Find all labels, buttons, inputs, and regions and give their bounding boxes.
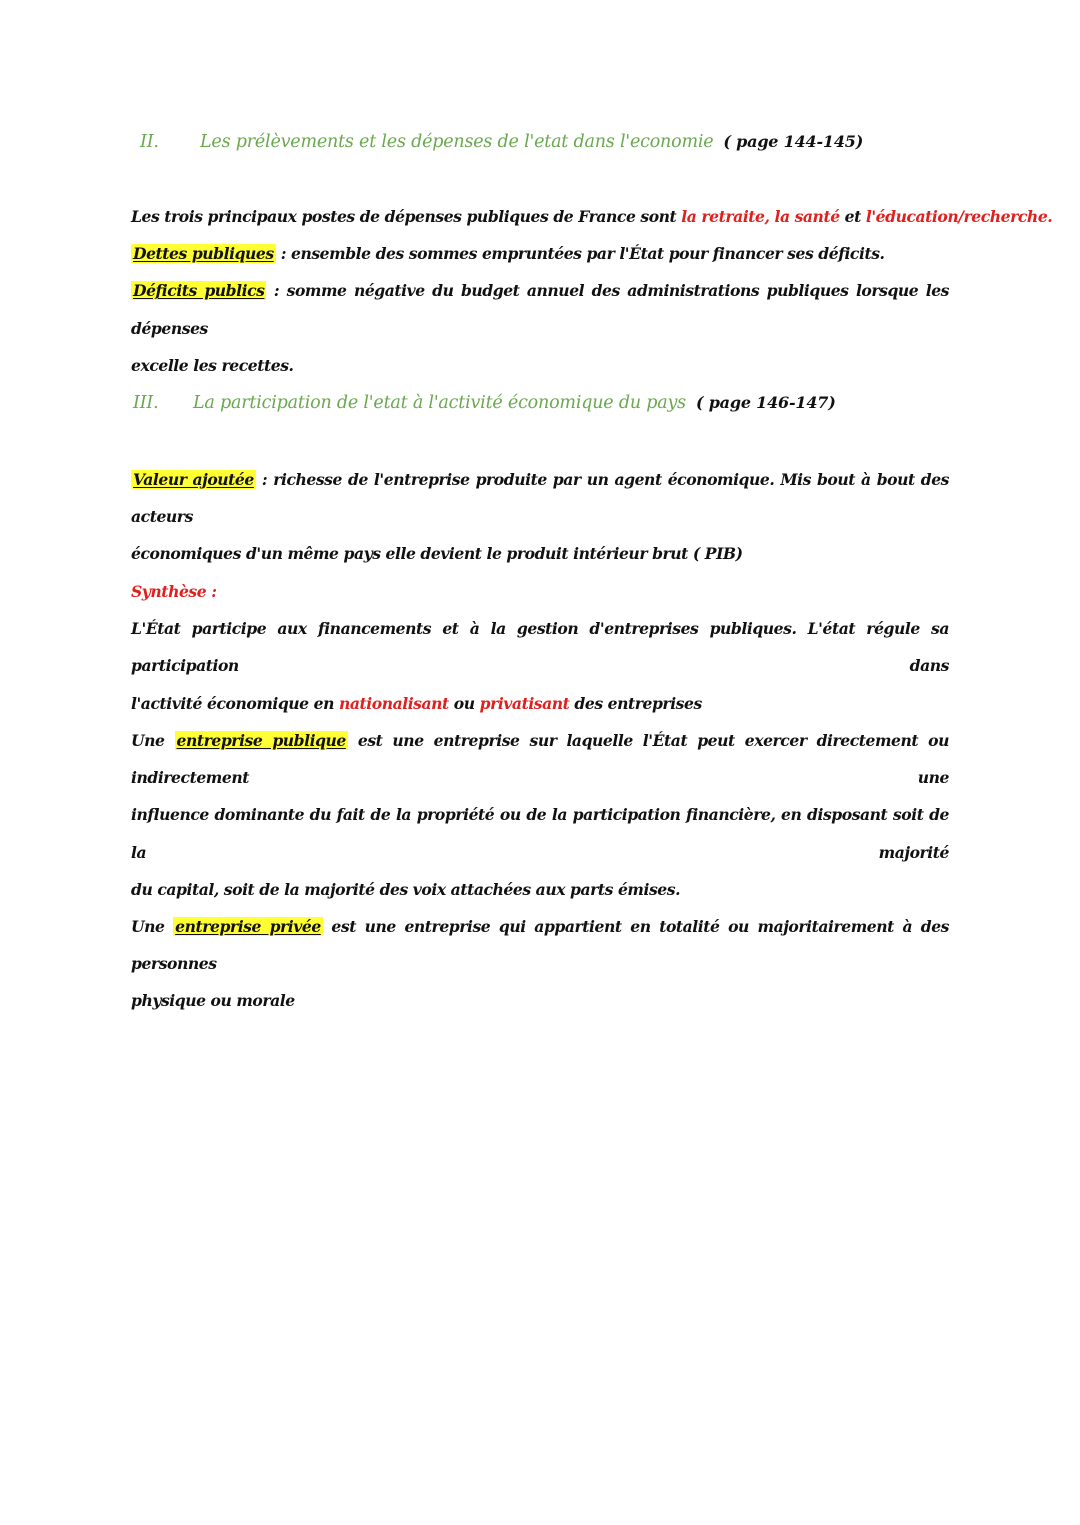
synthese-word-nationalisant: nationalisant bbox=[338, 693, 449, 713]
valeur-line-2: économiques d'un même pays elle devient le produit intérieur brut ( PIB) bbox=[131, 544, 743, 564]
dettes-definition: Dettes publiques : ensemble des sommes empruntées par l'État pour financer ses déficits. bbox=[133, 244, 885, 264]
synthese-word-privatisant: privatisant bbox=[479, 693, 570, 713]
synthese-line-1: L'État participe aux financements et à la gestion d'entreprises publiques. L'état régule sa participation dans bbox=[131, 619, 949, 676]
synthese-line-2: l'activité économique en nationalisant ou privatisant des entreprises bbox=[131, 693, 702, 713]
depenses-item-1: la retraite, la santé bbox=[681, 207, 840, 226]
depenses-line: Les trois principaux postes de dépenses publiques de France sont la retraite, la santé et l'éducation/recherche. bbox=[131, 207, 1053, 226]
publique-line-1: Une entreprise publique est une entreprise sur laquelle l'État peut exercer directement ou indirectement une bbox=[131, 731, 949, 788]
publique-term: entreprise publique bbox=[176, 731, 346, 750]
deficits-definition-line-2: excelle les recettes. bbox=[131, 355, 294, 375]
dettes-term: Dettes publiques bbox=[133, 244, 274, 264]
publique-line-3: du capital, soit de la majorité des voix attachées aux parts émises. bbox=[131, 879, 681, 899]
section-3-number: III. bbox=[133, 393, 159, 413]
valeur-term: Valeur ajoutée bbox=[133, 470, 254, 489]
section-2-page-ref: ( page 144-145) bbox=[723, 132, 864, 151]
synthese-label: Synthèse : bbox=[131, 582, 217, 601]
valeur-paragraph bbox=[131, 461, 949, 573]
section-2-heading bbox=[140, 132, 863, 152]
privee-term: entreprise privée bbox=[175, 917, 321, 937]
entreprises-paragraph bbox=[131, 722, 949, 1020]
synthese-paragraph bbox=[131, 573, 949, 722]
deficits-term: Déficits publics bbox=[133, 281, 265, 301]
publique-line-2: influence dominante du fait de la propriété ou de la participation financière, en disposant soit de la majorité bbox=[131, 805, 949, 862]
depenses-paragraph bbox=[131, 198, 1053, 384]
deficits-definition-line-1: Déficits publics : somme négative du budget annuel des administrations publiques lorsque les dépenses bbox=[131, 281, 949, 338]
valeur-line-1: Valeur ajoutée : richesse de l'entreprise produite par un agent économique. Mis bout à bout des acteurs bbox=[131, 470, 950, 527]
privee-line-1: Une entreprise privée est une entreprise qui appartient en totalité ou majoritairement à des personnes bbox=[131, 917, 949, 974]
depenses-item-2: l'éducation/recherche. bbox=[865, 207, 1053, 226]
section-3-title: La participation de l'etat à l'activité économique du pays bbox=[193, 393, 686, 413]
section-2-title: Les prélèvements et les dépenses de l'etat dans l'economie bbox=[200, 132, 714, 152]
section-3-heading bbox=[133, 393, 836, 413]
section-3-page-ref: ( page 146-147) bbox=[695, 393, 836, 412]
privee-line-2: physique ou morale bbox=[131, 991, 295, 1011]
section-2-number: II. bbox=[140, 132, 159, 152]
